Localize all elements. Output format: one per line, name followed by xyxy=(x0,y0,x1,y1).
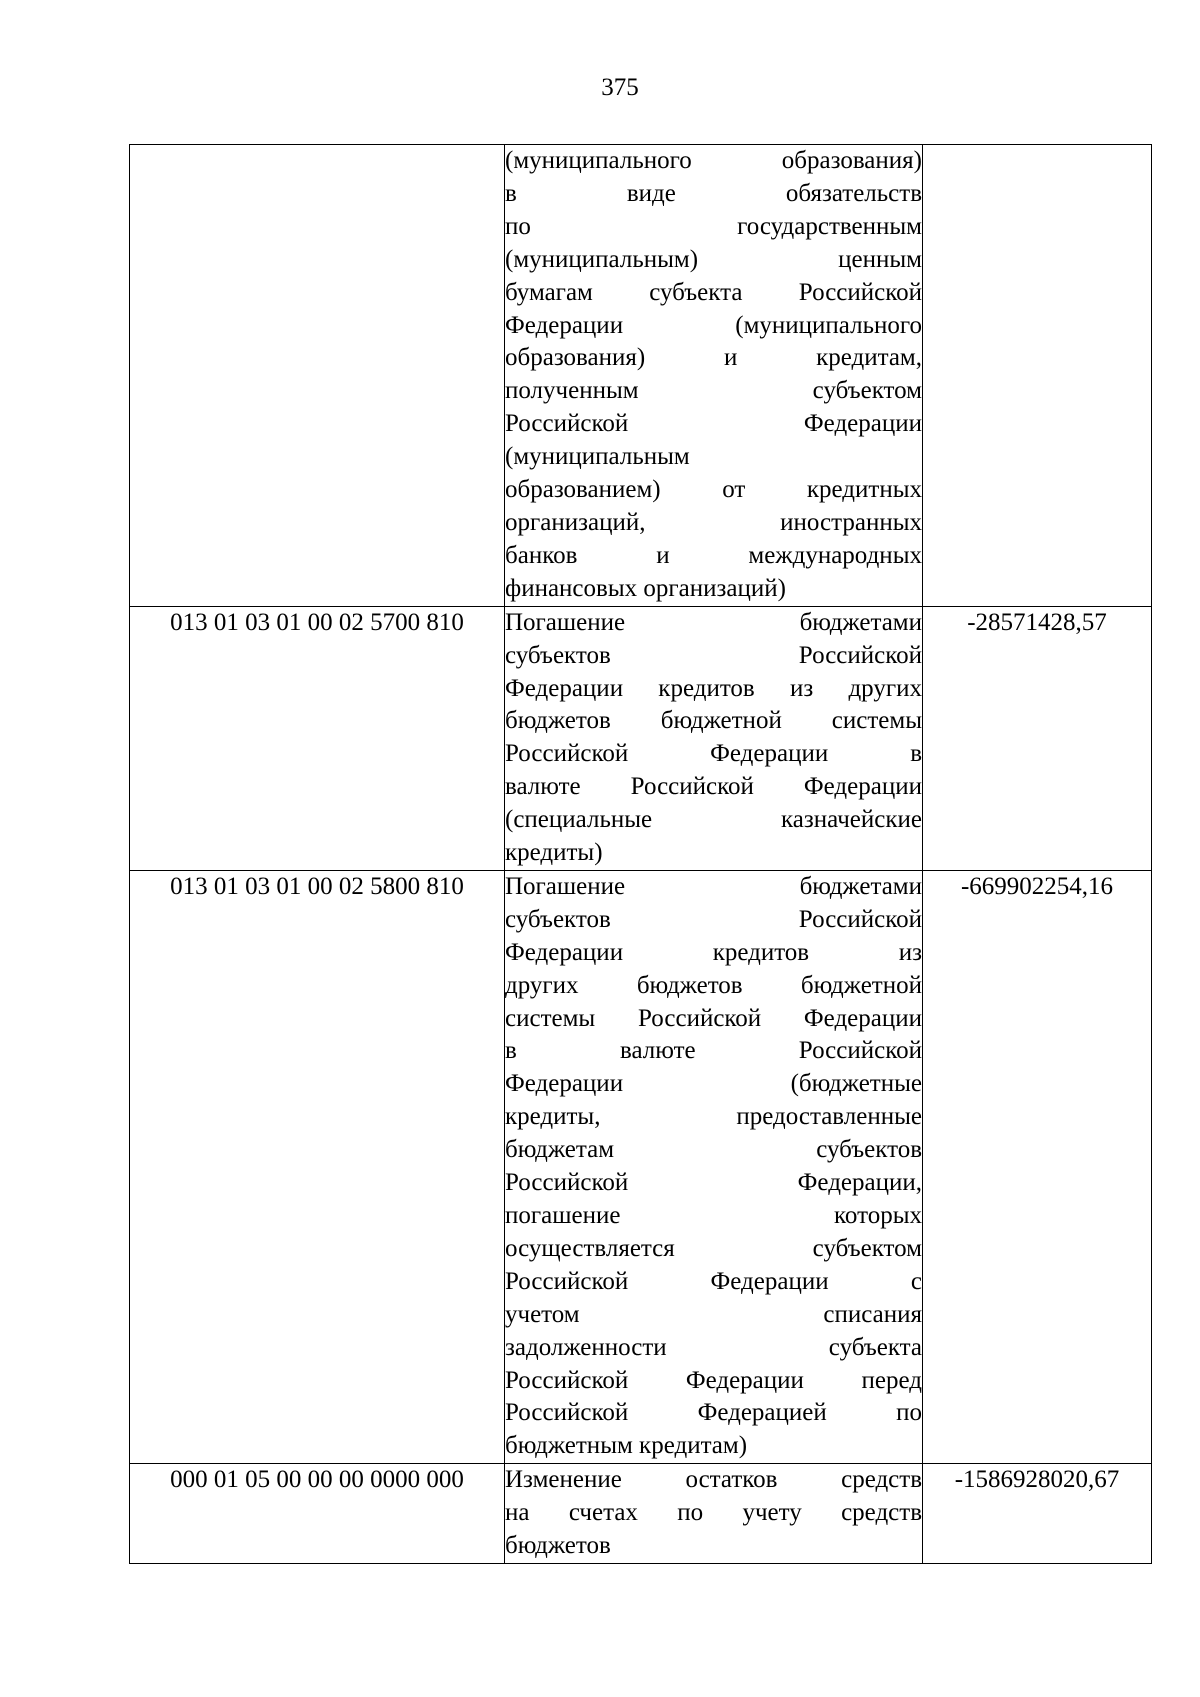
description-line: валюте Российской Федерации xyxy=(505,773,922,801)
amount-cell: -1586928020,67 xyxy=(923,1464,1152,1564)
budget-code-cell: 013 01 03 01 00 02 5700 810 xyxy=(130,606,505,870)
description-line: кредиты) xyxy=(505,839,603,867)
budget-code-cell: 013 01 03 01 00 02 5800 810 xyxy=(130,870,505,1463)
description-line: Российской Федерации с xyxy=(505,1267,922,1295)
description-line: в валюте Российской xyxy=(505,1037,922,1065)
description-line: банков и международных xyxy=(505,541,922,569)
description-line: Изменение остатков средств xyxy=(505,1466,922,1494)
description-cell xyxy=(505,1464,923,1564)
description-line: субъектов Российской xyxy=(505,641,922,669)
description-cell xyxy=(505,145,923,607)
description-line: Российской Федерацией по xyxy=(505,1399,922,1427)
description-line: Федерации (муниципального xyxy=(505,311,922,339)
description-cell xyxy=(505,870,923,1463)
description-line: (муниципального образования) xyxy=(505,147,922,174)
description-line: на счетах по учету средств xyxy=(505,1499,922,1527)
amount-cell: -28571428,57 xyxy=(923,606,1152,870)
page-number: 375 xyxy=(601,74,639,101)
description-line: Федерации кредитов из других xyxy=(505,674,922,702)
description-line: бумагам субъекта Российской xyxy=(505,278,922,306)
table-row xyxy=(130,145,1152,607)
description-line: осуществляется субъектом xyxy=(505,1234,922,1262)
description-line: по государственным xyxy=(505,212,922,240)
budget-table xyxy=(129,144,1152,1564)
table-row xyxy=(130,606,1152,870)
budget-code-cell: 000 01 05 00 00 00 0000 000 xyxy=(130,1464,505,1564)
description-line: системы Российской Федерации xyxy=(505,1004,922,1032)
description-line: кредиты, предоставленные xyxy=(505,1103,922,1131)
description-line: бюджетов бюджетной системы xyxy=(505,707,922,735)
description-line: Погашение бюджетами xyxy=(505,872,922,900)
description-line: бюджетов xyxy=(505,1532,611,1560)
description-line: бюджетам субъектов xyxy=(505,1136,922,1164)
amount-cell xyxy=(923,145,1152,607)
description-line: учетом списания xyxy=(505,1300,922,1328)
description-line: (муниципальным xyxy=(505,443,690,471)
description-line: Российской Федерации xyxy=(505,410,922,438)
description-line: бюджетным кредитам) xyxy=(505,1432,748,1460)
description-line: финансовых организаций) xyxy=(505,574,786,602)
description-line: Погашение бюджетами xyxy=(505,608,922,636)
description-line: (муниципальным) ценным xyxy=(505,245,922,273)
description-line: (специальные казначейские xyxy=(505,806,922,834)
description-line: Российской Федерации в xyxy=(505,740,922,768)
description-line: субъектов Российской xyxy=(505,905,922,933)
description-line: других бюджетов бюджетной xyxy=(505,971,922,999)
description-line: Российской Федерации, xyxy=(505,1169,922,1197)
description-line: Федерации (бюджетные xyxy=(505,1070,922,1098)
table-row xyxy=(130,870,1152,1463)
description-line: в виде обязательств xyxy=(505,179,922,207)
budget-code-cell xyxy=(130,145,505,607)
table-row xyxy=(130,1464,1152,1564)
amount-cell: -669902254,16 xyxy=(923,870,1152,1463)
description-line: полученным субъектом xyxy=(505,377,922,405)
description-line: Федерации кредитов из xyxy=(505,938,922,966)
description-cell xyxy=(505,606,923,870)
description-line: образования) и кредитам, xyxy=(505,344,922,372)
table-body xyxy=(130,145,1152,1564)
description-line: образованием) от кредитных xyxy=(505,476,922,504)
description-line: организаций, иностранных xyxy=(505,508,922,536)
description-line: погашение которых xyxy=(505,1202,922,1229)
description-line: Российской Федерации перед xyxy=(505,1366,922,1394)
description-line: задолженности субъекта xyxy=(505,1333,922,1361)
